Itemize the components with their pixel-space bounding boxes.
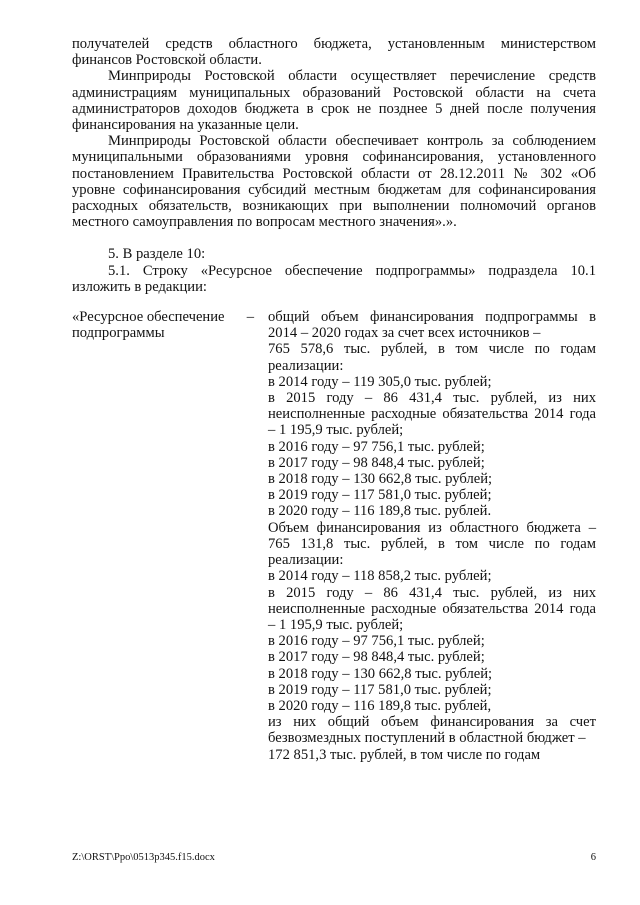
page-number: 6 — [590, 852, 596, 863]
value-line: в 2015 году – 86 431,4 тыс. рублей, из них неисполненные расходные обязательства 2014 года – 1 195,9 тыс. рублей; — [268, 584, 596, 633]
section-heading: 5. В разделе 10: — [108, 246, 206, 263]
paragraph-1: получателей средств областного бюджета, установленным министерством финансов Ростовской области. — [72, 36, 596, 69]
value-line: в 2018 году – 130 662,8 тыс. рублей; — [268, 665, 493, 682]
value-line: в 2014 году – 119 305,0 тыс. рублей; — [268, 373, 492, 390]
resource-table-row — [72, 309, 596, 763]
value-line: в 2014 году – 118 858,2 тыс. рублей; — [268, 568, 492, 585]
value-line: 172 851,3 тыс. рублей, в том числе по годам — [268, 746, 541, 763]
value-line: в 2020 году – 116 189,8 тыс. рублей, — [268, 697, 492, 714]
value-line: в 2016 году – 97 756,1 тыс. рублей; — [268, 633, 485, 650]
subsection-text: 5.1. Строку «Ресурсное обеспечение подпрограммы» подраздела 10.1 изложить в редакции: — [72, 262, 596, 295]
value-line: в 2017 году – 98 848,4 тыс. рублей; — [268, 454, 485, 471]
footer-file-path: Z:\ORST\Ppo\0513p345.f15.docx — [72, 852, 215, 863]
resource-values-cell — [268, 309, 596, 763]
value-line: из них общий объем финансирования за счет безвозмездных поступлений в областной бюджет – — [268, 714, 596, 747]
page-footer — [72, 852, 596, 863]
value-line: в 2020 году – 116 189,8 тыс. рублей. — [268, 503, 492, 520]
paragraph-2: Минприроды Ростовской области осуществляет перечисление средств администрациям муниципальных образований Ростовской области на счета администраторов доходов бюджета в срок не позднее 5 дней после получения финансирования на указанные цели. — [72, 68, 596, 134]
resource-label: «Ресурсное обеспечение подпрограммы — [72, 309, 225, 342]
label-dash: – — [246, 309, 254, 326]
paragraph-3: Минприроды Ростовской области обеспечивает контроль за соблюдением муниципальными образованиями уровня софинансирования, установленного постановлением Правительства Ростовской области от 28.12.2011 № 302 «Об уровне софинансирования субсидий местным бюджетам для софинансирования расходных обязательств, возникающих при выполнении полномочий органов местного самоуправления по вопросам местного значения».». — [72, 133, 596, 231]
value-line: в 2017 году – 98 848,4 тыс. рублей; — [268, 649, 485, 666]
value-line: в 2019 году – 117 581,0 тыс. рублей; — [268, 681, 492, 698]
value-line: в 2019 году – 117 581,0 тыс. рублей; — [268, 487, 492, 504]
value-line: Объем финансирования из областного бюджета – 765 131,8 тыс. рублей, в том числе по годам реализации: — [268, 519, 596, 569]
value-line: общий объем финансирования подпрограммы в 2014 – 2020 годах за счет всех источников – — [268, 309, 596, 342]
document-page — [72, 36, 596, 763]
value-line: в 2015 году – 86 431,4 тыс. рублей, из них неисполненные расходные обязательства 2014 года – 1 195,9 тыс. рублей; — [268, 390, 596, 439]
value-line: в 2016 году – 97 756,1 тыс. рублей; — [268, 438, 485, 455]
value-line: 765 578,6 тыс. рублей, в том числе по годам реализации: — [268, 341, 596, 374]
value-line: в 2018 году – 130 662,8 тыс. рублей; — [268, 471, 493, 488]
resource-label-cell — [72, 309, 268, 763]
